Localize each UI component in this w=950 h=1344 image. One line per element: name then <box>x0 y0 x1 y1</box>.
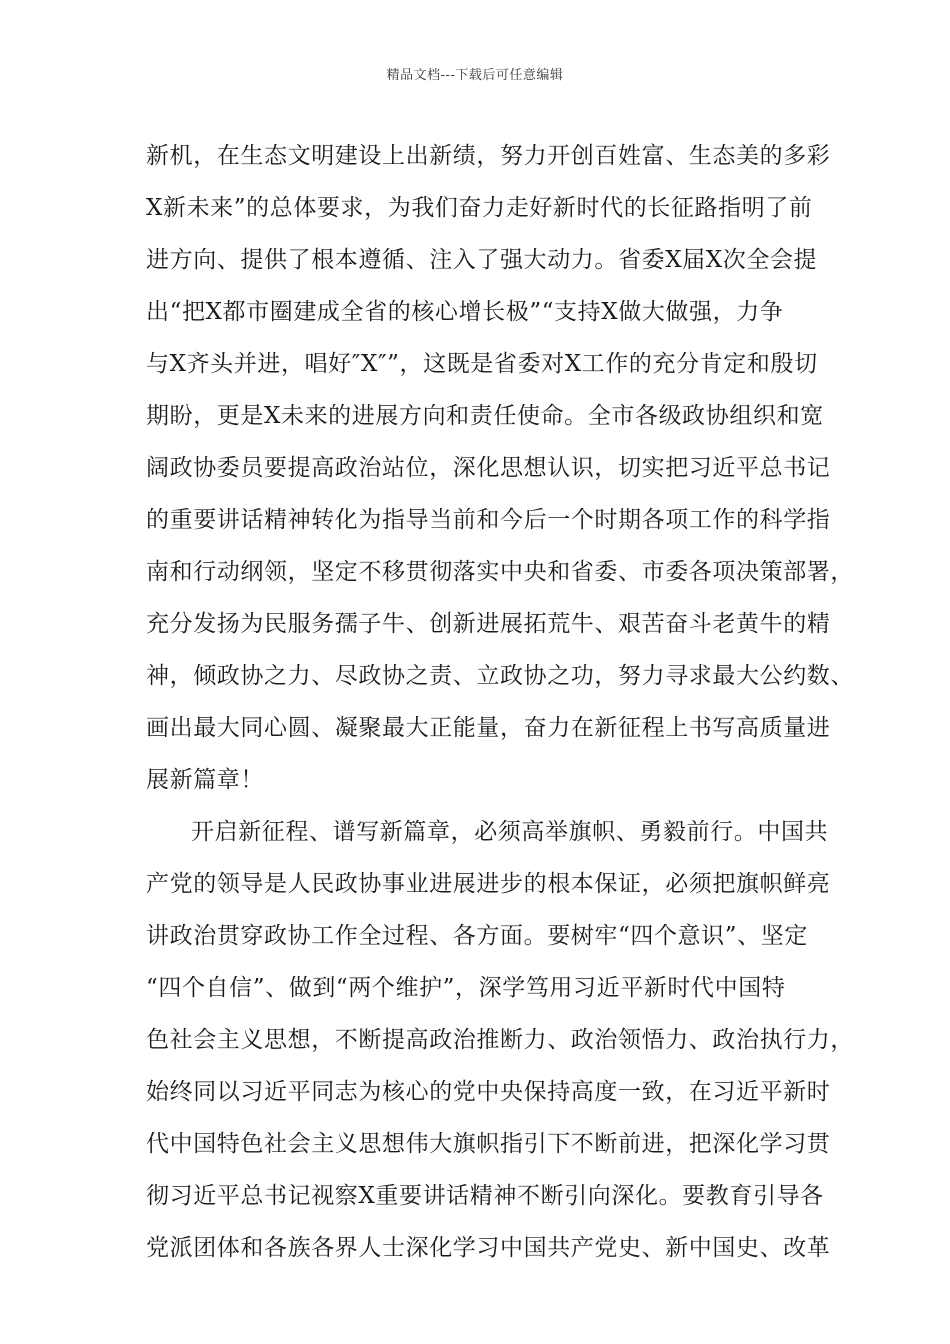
text-line: 进方向、提供了根本遵循、注入了强大动力。省委X届X次全会提 <box>146 247 818 273</box>
paragraph-2 <box>146 806 854 1274</box>
page-header: 精品文档---下载后可任意编辑 <box>386 68 564 83</box>
text-line: 与X齐头并进，唱好″X″”，这既是省委对X工作的充分肯定和殷切 <box>146 351 818 377</box>
text-line: 讲政治贯穿政协工作全过程、各方面。要树牢“四个意识”、坚定 <box>146 923 808 949</box>
text-line: 色社会主义思想，不断提高政治推断力、政治领悟力、政治执行力， <box>146 1027 854 1053</box>
text-line: 代中国特色社会主义思想伟大旗帜指引下不断前进，把深化学习贯 <box>146 1131 831 1157</box>
text-line: “四个自信”、做到“两个维护”，深学笃用习近平新时代中国特 <box>146 975 786 1001</box>
text-line: 展新篇章！ <box>146 767 264 793</box>
text-line: 神，倾政协之力、尽政协之责、立政协之功，努力寻求最大公约数、 <box>146 663 854 689</box>
text-line: 新机，在生态文明建设上出新绩，努力开创百姓富、生态美的多彩 <box>146 143 831 169</box>
text-line: 产党的领导是人民政协事业进展进步的根本保证，必须把旗帜鲜亮 <box>146 871 831 897</box>
paragraph-1 <box>146 130 854 806</box>
text-line: 始终同以习近平同志为核心的党中央保持高度一致，在习近平新时 <box>146 1079 831 1105</box>
text-line: 期盼，更是X未来的进展方向和责任使命。全市各级政协组织和宽 <box>146 403 824 429</box>
text-line: 充分发扬为民服务孺子牛、创新进展拓荒牛、艰苦奋斗老黄牛的精 <box>146 611 831 637</box>
text-line: 的重要讲话精神转化为指导当前和今后一个时期各项工作的科学指 <box>146 507 831 533</box>
text-line: 阔政协委员要提高政治站位，深化思想认识，切实把习近平总书记 <box>146 455 831 481</box>
text-line: 南和行动纲领，坚定不移贯彻落实中央和省委、市委各项决策部署， <box>146 559 854 585</box>
text-line: 党派团体和各族各界人士深化学习中国共产党史、新中国史、改革 <box>146 1235 831 1261</box>
text-line: 彻习近平总书记视察X重要讲话精神不断引向深化。要教育引导各 <box>146 1183 824 1209</box>
document-body <box>146 130 854 1274</box>
text-line: X新未来”的总体要求，为我们奋力走好新时代的长征路指明了前 <box>146 195 813 221</box>
text-line: 出“把X都市圈建成全省的核心增长极”“支持X做大做强，力争 <box>146 299 784 325</box>
text-line: 画出最大同心圆、凝聚最大正能量，奋力在新征程上书写高质量进 <box>146 715 831 741</box>
text-line: 开启新征程、谱写新篇章，必须高举旗帜、勇毅前行。中国共 <box>191 819 829 845</box>
